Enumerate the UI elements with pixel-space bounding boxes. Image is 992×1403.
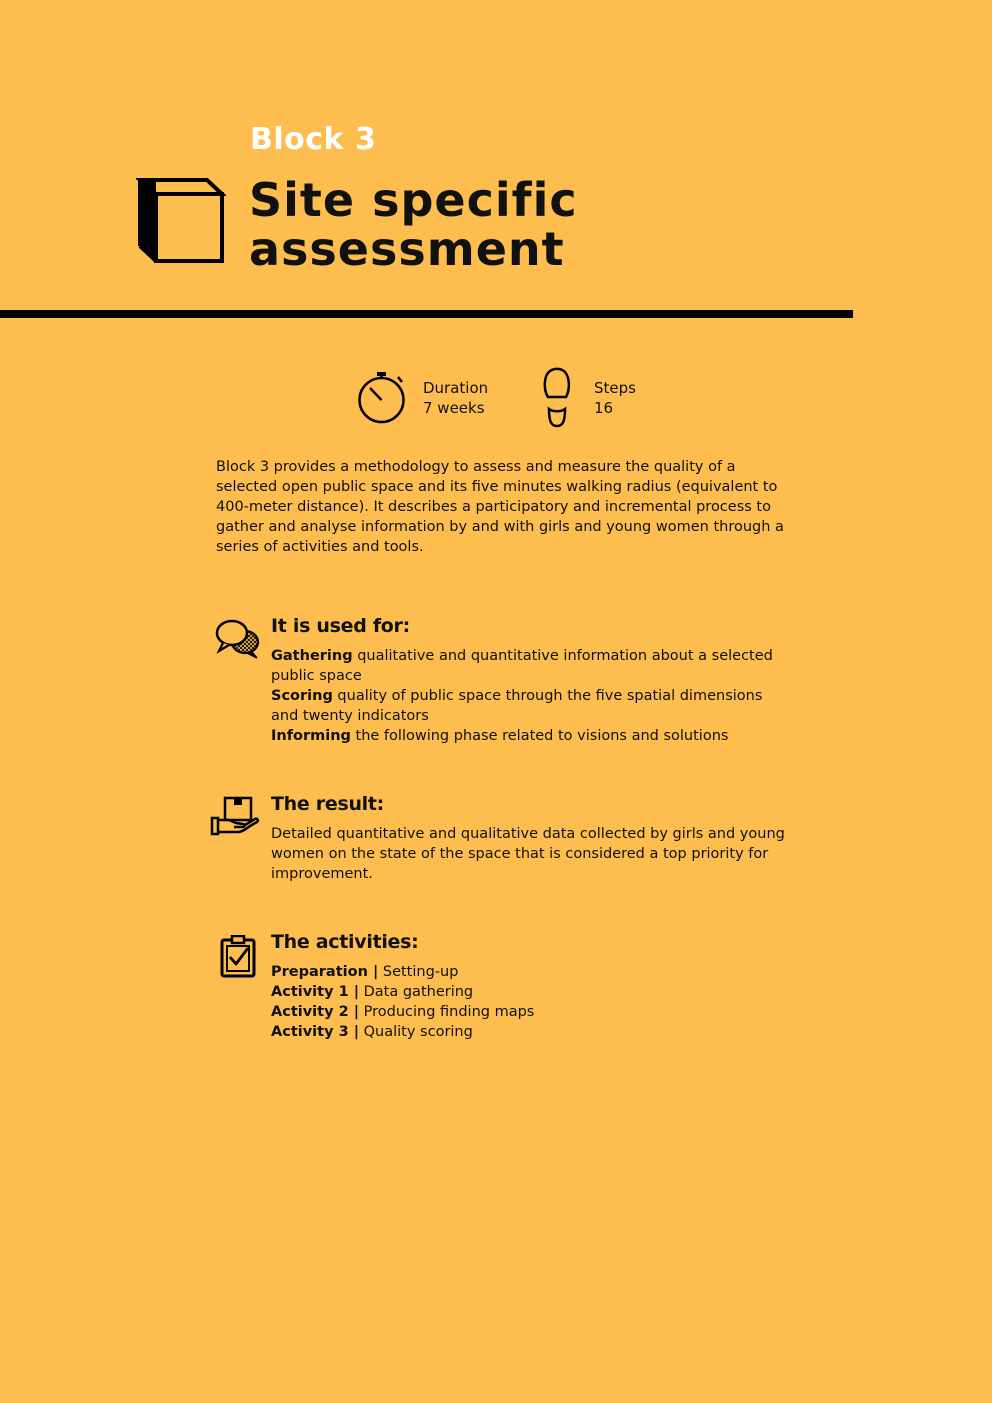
clipboard-check-icon [219,935,257,979]
steps-stat [594,378,636,418]
list-item-text: Quality scoring [359,1024,473,1040]
list-item-text: Producing finding maps [359,1004,535,1020]
duration-stat [423,378,488,418]
list-item [271,1002,791,1022]
list-item [271,982,791,1002]
list-item [271,686,791,726]
list-item-term: Activity 3 | [271,1024,360,1040]
duration-value: 7 weeks [423,399,485,417]
used-for-list [271,646,791,746]
list-item-term: Scoring [271,688,333,704]
speech-bubbles-icon [215,618,261,660]
title-line-1: Site specific [249,173,578,227]
list-item [271,1022,791,1042]
activities-section [210,930,790,1050]
activities-heading: The activities: [271,931,419,953]
stopwatch-icon [356,369,408,427]
intro-paragraph: Block 3 provides a methodology to assess and measure the quality of a selected open public space and its five minutes walking radius (equivalent to 400-meter distance). It describes a participatory and incremental process to gather and analyse information by and with girls and young women through a series of activities and tools. [216,459,784,555]
result-text: Detailed quantitative and qualitative data collected by girls and young women on the state of the space that is considered a top priority for improvement. [271,826,785,882]
list-item-term: Preparation | [271,964,379,980]
header-divider [0,310,853,318]
list-item-text: the following phase related to visions and solutions [350,728,729,744]
list-item [271,726,791,746]
used-for-heading: It is used for: [271,615,410,637]
cube-icon [136,176,226,266]
result-heading: The result: [271,793,384,815]
result-body [271,824,791,884]
duration-label: Duration [423,379,489,397]
footprint-icon [542,367,572,429]
list-item-term: Activity 1 | [271,984,360,1000]
hand-holding-box-icon [210,796,260,838]
list-item-term: Gathering [271,648,353,664]
used-for-section [210,614,790,754]
list-item-term: Activity 2 | [271,1004,360,1020]
page-title [249,173,578,276]
steps-value: 16 [594,399,614,417]
list-item [271,962,791,982]
steps-label: Steps [594,379,636,397]
list-item [271,646,791,686]
list-item-text: qualitative and quantitative information about a selected public space [271,648,773,684]
block-label: Block 3 [250,122,377,157]
title-line-2: assessment [249,222,565,276]
activities-list [271,962,791,1042]
list-item-text: Setting-up [378,964,459,980]
list-item-text: Data gathering [359,984,474,1000]
result-section [210,792,790,892]
list-item-term: Informing [271,728,351,744]
list-item-text: quality of public space through the five spatial dimensions and twenty indicators [271,688,763,724]
